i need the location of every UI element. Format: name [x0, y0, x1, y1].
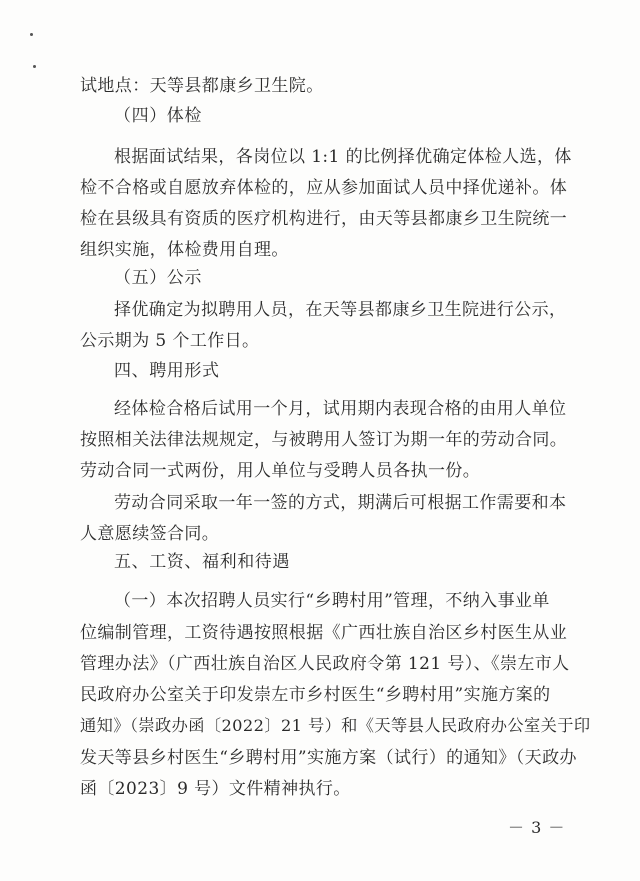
text-line: 检在县级具有资质的医疗机构进行，由天等县都康乡卫生院统一 — [80, 209, 568, 229]
page-number: － 3 － — [508, 818, 566, 837]
text-line: 通知》（崇政办函〔2022〕21 号）和《天等县人民政府办公室关于印 — [80, 716, 591, 735]
section-heading-publicity: （五）公示 — [114, 268, 202, 288]
scan-speck — [33, 65, 36, 68]
scan-speck — [30, 33, 33, 36]
text-line: 劳动合同一式两份，用人单位与受聘人员各执一份。 — [80, 461, 481, 481]
text-line: 民政府办公室关于印发崇左市乡村医生“乡聘村用”实施方案的 — [80, 685, 551, 705]
text-line: 按照相关法律法规规定，与被聘用人签订为期一年的劳动合同。 — [80, 430, 568, 450]
text-line: 择优确定为拟聘用人员，在天等县都康乡卫生院进行公示， — [114, 300, 567, 320]
text-line: 试地点：天等县都康乡卫生院。 — [80, 76, 324, 96]
text-line: 根据面试结果，各岗位以 1:1 的比例择优确定体检人选，体 — [114, 147, 572, 167]
text-line: 人意愿续签合同。 — [80, 524, 220, 544]
section-heading-employment-form: 四、聘用形式 — [114, 361, 220, 381]
text-line: 检不合格或自愿放弃体检的，应从参加面试人员中择优递补。体 — [80, 178, 568, 198]
text-line: 经体检合格后试用一个月，试用期内表现合格的由用人单位 — [114, 399, 567, 419]
text-line: 组织实施，体检费用自理。 — [80, 240, 289, 260]
text-line: 发天等县乡村医生“乡聘村用”实施方案（试行）的通知》（天政办 — [80, 748, 577, 768]
text-line: （一）本次招聘人员实行“乡聘村用”管理，不纳入事业单 — [114, 591, 550, 611]
text-line: 劳动合同采取一年一签的方式，期满后可根据工作需要和本 — [114, 493, 567, 513]
text-line: 位编制管理，工资待遇按照根据《广西壮族自治区乡村医生从业 — [80, 623, 568, 643]
section-heading-salary-benefits: 五、工资、福利和待遇 — [114, 552, 290, 572]
text-line: 公示期为 5 个工作日。 — [80, 331, 260, 351]
text-line: 函〔2023〕9 号）文件精神执行。 — [80, 779, 351, 799]
text-line: 管理办法》（广西壮族自治区人民政府令第 121 号）、《崇左市人 — [80, 654, 570, 674]
section-heading-physical-exam: （四）体检 — [114, 106, 202, 126]
